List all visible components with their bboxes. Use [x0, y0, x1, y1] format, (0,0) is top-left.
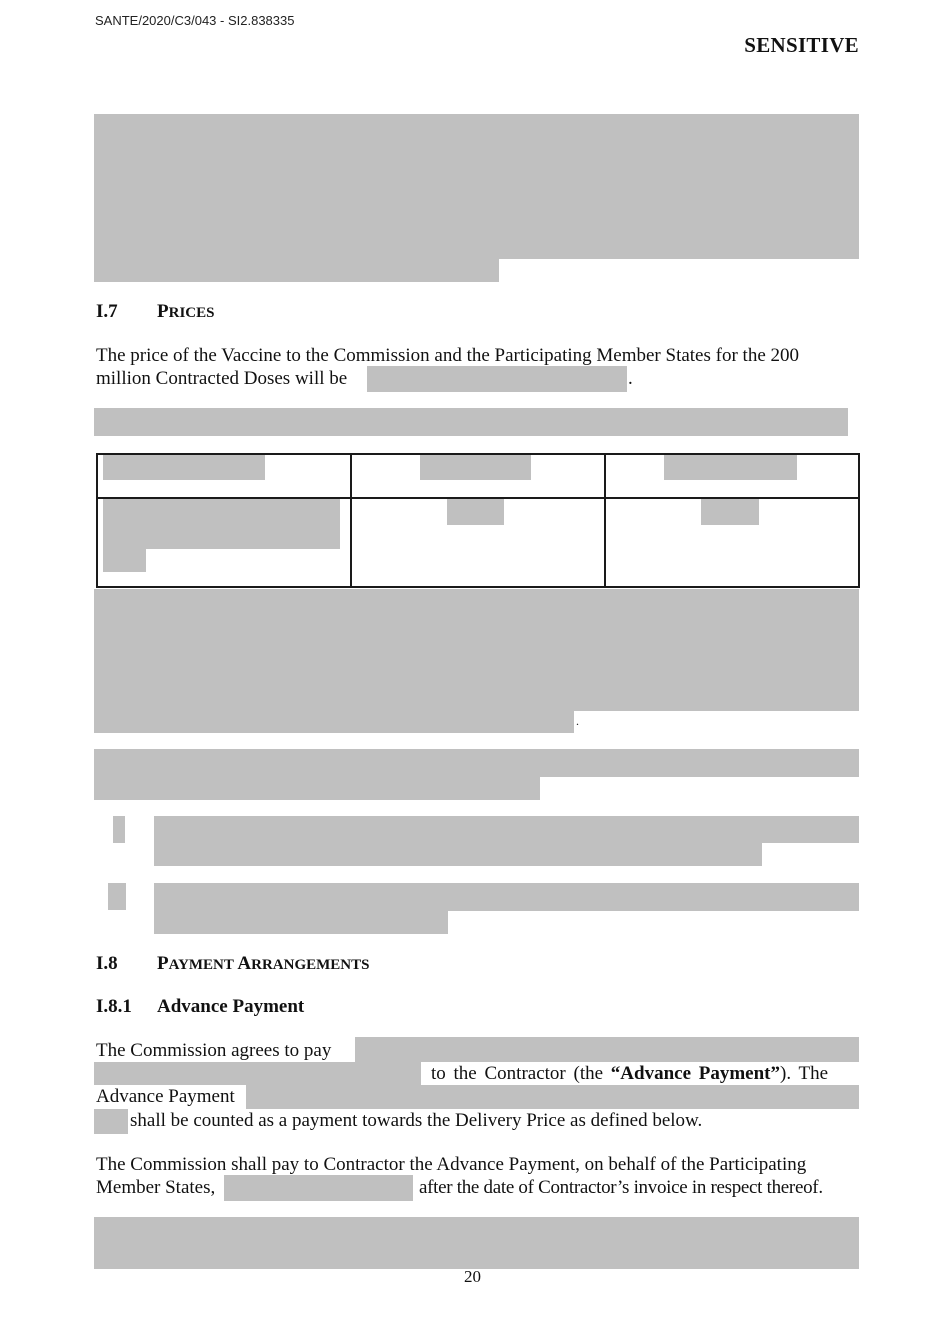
redaction-inline: [94, 1062, 421, 1085]
redaction-block: [154, 883, 859, 911]
advance-para1-line4: shall be counted as a payment towards the Delivery Price as defined below.: [130, 1110, 703, 1131]
redaction-block: [94, 589, 859, 711]
redaction-block: [154, 911, 448, 934]
table-header-cell: [420, 455, 531, 480]
prices-paragraph-period: .: [628, 368, 633, 389]
prices-paragraph-line1: The price of the Vaccine to the Commission and the Participating Member States for the 200: [96, 345, 799, 366]
document-reference: SANTE/2020/C3/043 - SI2.838335: [95, 13, 295, 28]
section-title-payment: PAYMENT ARRANGEMENTS: [157, 953, 370, 974]
redaction-block: [94, 1217, 859, 1269]
bullet-marker-redacted: [108, 883, 126, 910]
table-cell: [447, 499, 504, 525]
redaction-inline: [355, 1037, 859, 1062]
advance-para1-line2: to the Contractor (the “Advance Payment”). The: [431, 1063, 829, 1084]
section-number-payment: I.8: [96, 953, 118, 974]
advance-para2-line1: The Commission shall pay to Contractor the Advance Payment, on behalf of the Participating: [96, 1154, 807, 1175]
advance-para1-line1: The Commission agrees to pay: [96, 1040, 332, 1061]
table-cell: [103, 499, 340, 549]
page-number: 20: [464, 1267, 481, 1286]
redaction-inline: [224, 1175, 413, 1201]
table-cell: [701, 499, 759, 525]
redaction-inline: [246, 1085, 859, 1109]
redaction-block: [94, 711, 574, 733]
redaction-block: [94, 408, 848, 436]
redaction-inline: [94, 1109, 128, 1134]
redaction-inline: [367, 366, 627, 392]
redaction-block: [94, 114, 859, 259]
punctuation-period: .: [576, 714, 579, 728]
redaction-block: [94, 777, 540, 800]
advance-para1-line3: Advance Payment: [96, 1086, 235, 1107]
advance-para2-line2b: after the date of Contractor’s invoice in respect thereof.: [419, 1177, 823, 1198]
redaction-block: [94, 749, 859, 777]
section-number-prices: I.7: [96, 301, 118, 322]
subsection-title-advance: Advance Payment: [157, 996, 305, 1017]
redaction-block: [94, 259, 499, 282]
bullet-marker-redacted: [113, 816, 125, 843]
section-title-prices: PRICES: [157, 301, 215, 322]
table-cell: [103, 549, 146, 572]
table-header-cell: [103, 455, 265, 480]
advance-para2-line2a: Member States,: [96, 1177, 216, 1198]
subsection-number-advance: I.8.1: [96, 996, 132, 1017]
prices-paragraph-line2: million Contracted Doses will be: [96, 368, 348, 389]
table-header-cell: [664, 455, 797, 480]
classification-label: SENSITIVE: [744, 33, 859, 57]
redaction-block: [154, 816, 859, 843]
redaction-block: [154, 843, 762, 866]
